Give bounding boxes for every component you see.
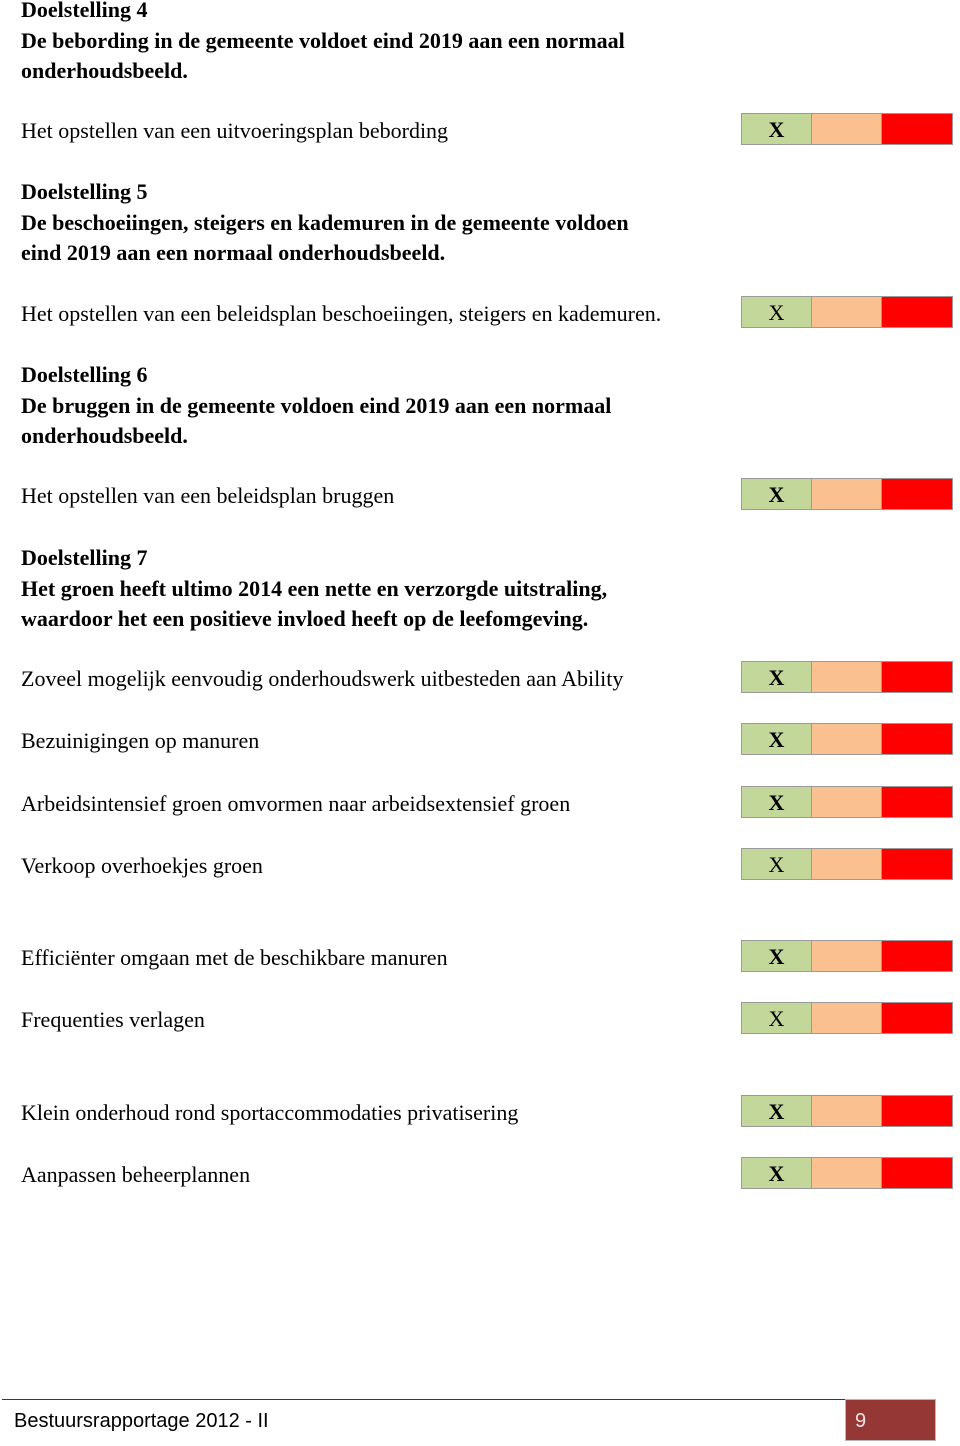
measure-row (0, 723, 960, 755)
status-indicator (741, 1157, 953, 1189)
measure-row (0, 1002, 960, 1034)
goal-title: Doelstelling 5 (21, 179, 148, 204)
status-cell-red (882, 848, 953, 880)
status-indicator (741, 1095, 953, 1127)
measure-label: Het opstellen van een uitvoeringsplan bebording (21, 118, 449, 143)
status-cell-red (882, 296, 953, 328)
goal-heading (21, 177, 654, 269)
measure-label: Bezuinigingen op manuren (21, 728, 260, 753)
measure-row (0, 1095, 960, 1127)
page-number-box (845, 1399, 936, 1441)
status-cell-orange (812, 1095, 882, 1127)
status-cell-orange (812, 1157, 882, 1189)
measure-label: Verkoop overhoekjes groen (21, 853, 263, 878)
status-cell-orange (812, 478, 882, 510)
status-cell-green: X (741, 848, 812, 880)
goal-title: Doelstelling 4 (21, 0, 148, 22)
goal-heading (21, 543, 654, 635)
status-cell-orange (812, 296, 882, 328)
status-cell-red (882, 1157, 953, 1189)
status-cell-green: X (741, 478, 812, 510)
footer-divider (2, 1399, 845, 1400)
measure-row (0, 113, 960, 145)
status-cell-red (882, 786, 953, 818)
status-cell-orange (812, 940, 882, 972)
status-cell-green: X (741, 786, 812, 818)
measure-label: Efficiënter omgaan met de beschikbare manuren (21, 945, 448, 970)
status-indicator (741, 113, 953, 145)
status-cell-orange (812, 1002, 882, 1034)
status-cell-red (882, 1002, 953, 1034)
measure-label: Het opstellen van een beleidsplan beschoeiingen, steigers en kademuren. (21, 301, 662, 326)
measure-label: Het opstellen van een beleidsplan bruggen (21, 483, 395, 508)
measure-label: Zoveel mogelijk eenvoudig onderhoudswerk uitbesteden aan Ability (21, 666, 624, 691)
status-cell-red (882, 1095, 953, 1127)
status-indicator (741, 661, 953, 693)
measure-label: Aanpassen beheerplannen (21, 1162, 251, 1187)
status-indicator (741, 296, 953, 328)
goal-description: De bebording in de gemeente voldoet eind 2019 aan een normaal onderhoudsbeeld. (21, 27, 625, 83)
footer-title: Bestuursrapportage 2012 - II (14, 1410, 269, 1432)
measure-row (0, 296, 960, 328)
status-cell-green: X (741, 661, 812, 693)
status-indicator (741, 478, 953, 510)
status-cell-green: X (741, 1157, 812, 1189)
status-cell-orange (812, 723, 882, 755)
measure-row (0, 848, 960, 880)
measure-label: Frequenties verlagen (21, 1007, 205, 1032)
goal-description: De beschoeiingen, steigers en kademuren in de gemeente voldoen eind 2019 aan een normaal onderhoudsbeeld. (21, 209, 629, 265)
status-cell-orange (812, 113, 882, 145)
page-number: 9 (855, 1410, 867, 1432)
goal-title: Doelstelling 6 (21, 362, 148, 387)
goal-heading (21, 0, 654, 87)
status-cell-green: X (741, 113, 812, 145)
status-cell-red (882, 723, 953, 755)
goal-heading (21, 360, 654, 452)
status-indicator (741, 786, 953, 818)
status-cell-green: X (741, 1002, 812, 1034)
goal-title: Doelstelling 7 (21, 545, 148, 570)
status-cell-green: X (741, 1095, 812, 1127)
status-cell-red (882, 113, 953, 145)
status-indicator (741, 848, 953, 880)
status-cell-green: X (741, 296, 812, 328)
status-cell-red (882, 661, 953, 693)
measure-row (0, 940, 960, 972)
status-cell-green: X (741, 940, 812, 972)
status-indicator (741, 940, 953, 972)
measure-label: Klein onderhoud rond sportaccommodaties privatisering (21, 1100, 519, 1125)
measure-row (0, 661, 960, 693)
measure-row (0, 1157, 960, 1189)
status-indicator (741, 1002, 953, 1034)
measure-label: Arbeidsintensief groen omvormen naar arbeidsextensief groen (21, 791, 571, 816)
status-cell-orange (812, 848, 882, 880)
goal-description: De bruggen in de gemeente voldoen eind 2019 aan een normaal onderhoudsbeeld. (21, 392, 612, 448)
goal-description: Het groen heeft ultimo 2014 een nette en verzorgde uitstraling, waardoor het een positieve invloed heeft op de leefomgeving. (21, 575, 608, 631)
status-cell-red (882, 478, 953, 510)
status-indicator (741, 723, 953, 755)
status-cell-orange (812, 786, 882, 818)
measure-row (0, 478, 960, 510)
status-cell-orange (812, 661, 882, 693)
measure-row (0, 786, 960, 818)
status-cell-green: X (741, 723, 812, 755)
status-cell-red (882, 940, 953, 972)
